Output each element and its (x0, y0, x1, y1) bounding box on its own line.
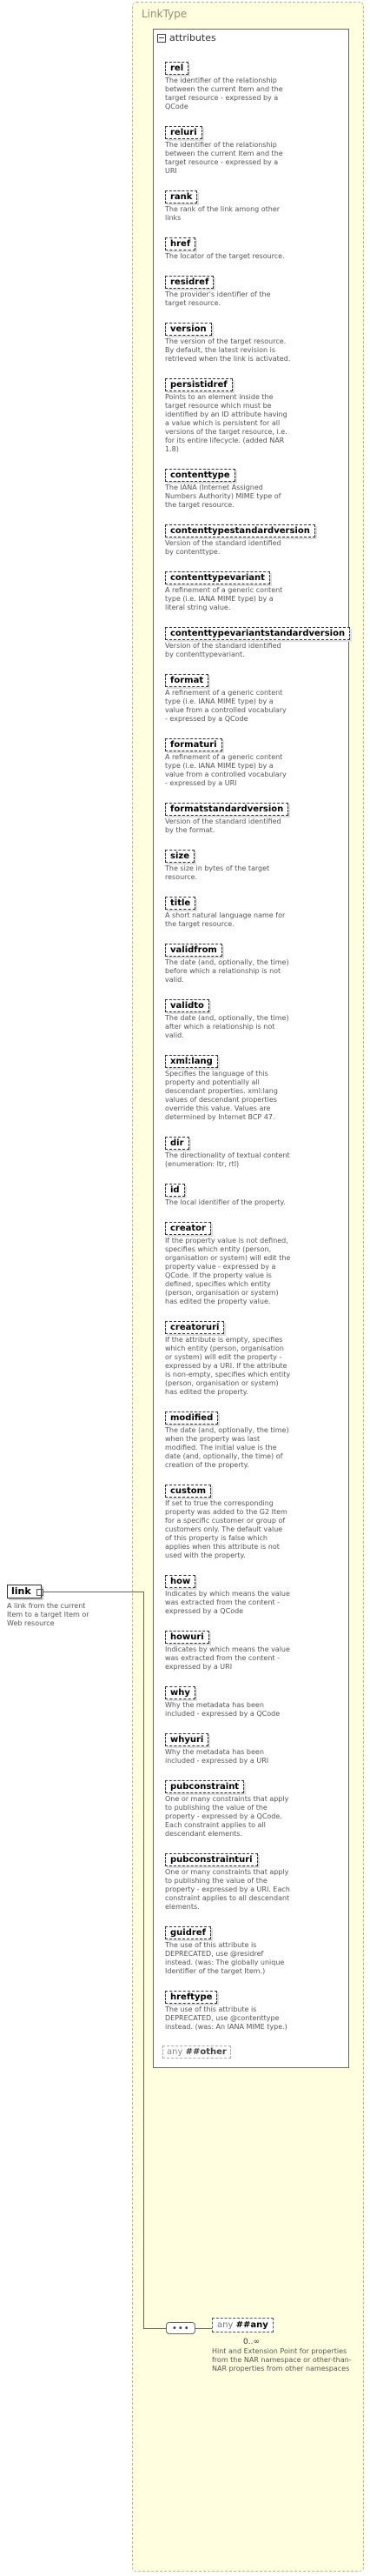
any-name: ##any (235, 2320, 268, 2330)
attribute-description: If set to true the corresponding property was added to the G2 Item for a specific customer or group of customers only. The default value of this property is false which applies when this attribute is not used with the property. (165, 1499, 287, 1559)
occurrence-label: 0..∞ (243, 2338, 260, 2346)
any-connector (195, 2328, 212, 2329)
attribute-format[interactable] (165, 670, 291, 724)
attribute-name[interactable]: pubconstraint (165, 1780, 244, 1793)
attribute-description: A short natural language name for the target resource. (165, 911, 286, 928)
attribute-name[interactable]: reluri (165, 126, 202, 139)
any-other-attribute (162, 2045, 231, 2059)
attribute-title[interactable] (165, 892, 291, 929)
attribute-modified[interactable] (165, 1407, 291, 1470)
attribute-name[interactable]: whyuri (165, 1733, 208, 1746)
attribute-name[interactable]: format (165, 674, 208, 687)
attribute-name[interactable]: modified (165, 1411, 218, 1425)
type-title: LinkType (142, 8, 188, 20)
attribute-name[interactable]: id (165, 1184, 185, 1197)
attribute-xml-lang[interactable] (165, 1051, 291, 1122)
attribute-name[interactable]: validfrom (165, 944, 222, 957)
attribute-description: Indicates by which means the value was extracted from the content - expressed by a URI (165, 1645, 290, 1671)
attribute-description: The directionality of textual content (enumeration: ltr, rtl) (165, 1151, 290, 1168)
attribute-description: Version of the standard identified by the format. (165, 818, 281, 834)
attribute-name[interactable]: rank (165, 190, 197, 204)
any-description: Hint and Extension Point for properties from the NAR namespace or other-than-NAR properties from other namespaces (212, 2347, 352, 2372)
attribute-name[interactable]: creatoruri (165, 1321, 224, 1334)
attribute-name[interactable]: how (165, 1575, 195, 1588)
collapse-icon[interactable] (157, 34, 166, 43)
attribute-description: A refinement of a generic content type (i.e. IANA MIME type) by a value from a controlled vocabulary - expressed by a URI (165, 753, 287, 787)
attribute-contenttypevariantstandardversion[interactable] (165, 623, 350, 659)
attribute-name[interactable]: custom (165, 1485, 211, 1498)
attribute-description: Indicates by which means the value was extracted from the content - expressed by a QCode (165, 1590, 290, 1615)
expand-icon[interactable] (36, 1589, 43, 1596)
attribute-name[interactable]: howuri (165, 1631, 209, 1644)
attribute-contenttype[interactable] (165, 464, 291, 510)
attribute-description: The version of the target resource. By default, the latest revision is retrieved when the link is activated. (165, 337, 291, 363)
attribute-description: Specifies the language of this property and potentially all descendant properties. xml:lang values of descendant properties override this value. Values are determined by Internet BCP 47. (165, 1070, 278, 1121)
attribute-creator[interactable] (165, 1218, 291, 1306)
attribute-description: The locator of the target resource. (165, 252, 285, 260)
attribute-name[interactable]: guidref (165, 1926, 211, 1939)
attribute-name[interactable]: why (165, 1686, 195, 1699)
attributes-header[interactable] (157, 32, 216, 43)
attribute-description: Why the metadata has been included - expressed by a URI (165, 1748, 269, 1765)
attribute-description: The date (and, optionally, the time) before which a relationship is not valid. (165, 958, 289, 984)
attribute-whyuri[interactable] (165, 1729, 291, 1765)
attributes-title: attributes (169, 32, 216, 43)
attribute-pubconstrainturi[interactable] (165, 1849, 291, 1912)
link-description: A link from the current Item to a target Item or Web resource (7, 1602, 89, 1627)
attribute-description: One or many constraints that apply to publishing the value of the property - expressed by a QCode. Each constraint applies to all descendant elements. (165, 1795, 289, 1838)
sequence-compositor[interactable] (166, 2322, 195, 2334)
attribute-custom[interactable] (165, 1480, 291, 1560)
attribute-description: One or many constraints that apply to publishing the value of the property - expressed by a URI. Each constraint applies to all descendant elements. (165, 1868, 290, 1911)
attribute-contenttypestandardversion[interactable] (165, 520, 315, 557)
attribute-name[interactable]: formatstandardversion (165, 803, 288, 816)
attribute-name[interactable]: href (165, 237, 195, 250)
attribute-rank[interactable] (165, 186, 291, 223)
attribute-hreftype[interactable] (165, 1986, 291, 2032)
attribute-formaturi[interactable] (165, 734, 291, 788)
any-other-name: ##other (185, 2047, 227, 2057)
any-prefix: any (217, 2320, 234, 2330)
attribute-description: A refinement of a generic content type (i.e. IANA MIME type) by a value from a controlled vocabulary - expressed by a QCode (165, 689, 287, 723)
attribute-description: The IANA (Internet Assigned Numbers Authority) MIME type of the target resource. (165, 484, 281, 509)
attribute-name[interactable]: persistidref (165, 378, 233, 391)
attribute-contenttypevariant[interactable] (165, 567, 291, 612)
attribute-description: Version of the standard identified by contenttype. (165, 539, 281, 556)
attribute-description: The identifier of the relationship between the current Item and the target resource - expressed by a URI (165, 141, 283, 175)
attribute-description: If the property value is not defined, specifies which entity (person, organisation or system) will edit the property value - expressed by a QCode. If the property value is defined, specifies which entity (person, organisation or system) has edited the property value. (165, 1237, 291, 1305)
link-trunk-connector (143, 1592, 144, 2328)
attribute-name[interactable]: title (165, 897, 195, 910)
attribute-how[interactable] (165, 1571, 291, 1616)
attribute-name[interactable]: pubconstrainturi (165, 1853, 258, 1866)
attribute-description: Points to an element inside the target resource which must be identified by an ID attribute having a value which is persistent for all versions of the target resource, i.e. for its entire lifecycle. (added NAR 1.8) (165, 393, 287, 453)
attribute-name[interactable]: validto (165, 999, 209, 1012)
attribute-formatstandardversion[interactable] (165, 798, 291, 835)
attribute-pubconstraint[interactable] (165, 1776, 291, 1839)
attribute-howuri[interactable] (165, 1626, 291, 1672)
attribute-href[interactable] (165, 233, 291, 261)
attribute-description: The identifier of the relationship between the current Item and the target resource - expressed by a QCode (165, 77, 283, 110)
attribute-description: The use of this attribute is DEPRECATED, use @contenttype instead. (was: An IANA MIME type.) (165, 2005, 287, 2031)
attribute-dir[interactable] (165, 1132, 291, 1169)
any-element-wildcard[interactable] (212, 2318, 274, 2332)
attribute-description: The size in bytes of the target resource. (165, 864, 270, 881)
attribute-description: The rank of the link among other links (165, 205, 281, 222)
attribute-creatoruri[interactable] (165, 1317, 291, 1397)
sequence-connector (143, 2328, 166, 2329)
attribute-description: Why the metadata has been included - expressed by a QCode (165, 1701, 281, 1718)
attribute-rel[interactable] (165, 57, 291, 111)
attribute-description: If the attribute is empty, specifies which entity (person, organisation or system) will edit the property - expressed by a URI. If the attribute is non-empty, specifies which entity (person, organisation or system) has edited the property. (165, 1336, 291, 1396)
attribute-validfrom[interactable] (165, 939, 291, 984)
attribute-name[interactable]: rel (165, 62, 188, 75)
attribute-name[interactable]: contenttypestandardversion (165, 524, 315, 537)
attribute-name[interactable]: xml:lang (165, 1055, 218, 1068)
link-element[interactable] (7, 1585, 42, 1598)
attribute-name[interactable]: formaturi (165, 738, 222, 751)
attribute-id[interactable] (165, 1179, 291, 1207)
attribute-name[interactable]: residref (165, 276, 214, 289)
sequence-icon: ••• (172, 2324, 190, 2333)
link-name: link (11, 1585, 31, 1597)
attribute-why[interactable] (165, 1682, 291, 1718)
attribute-name[interactable]: version (165, 323, 212, 336)
attribute-name[interactable]: hreftype (165, 1991, 217, 2004)
attribute-name[interactable]: size (165, 850, 195, 863)
attribute-version[interactable] (165, 318, 291, 364)
attribute-description: The date (and, optionally, the time) after which a relationship is not valid. (165, 1014, 289, 1039)
attribute-guidref[interactable] (165, 1922, 291, 1976)
attribute-description: The local identifier of the property. (165, 1198, 286, 1206)
attribute-validto[interactable] (165, 995, 291, 1040)
attribute-persistidref[interactable] (165, 374, 291, 454)
attribute-residref[interactable] (165, 271, 291, 308)
attribute-name[interactable]: contenttypevariant (165, 571, 270, 584)
attribute-name[interactable]: dir (165, 1137, 189, 1150)
attribute-description: The date (and, optionally, the time) when the property was last modified. The initial value is the date (and, optionally, the time) of creation of the property. (165, 1426, 289, 1469)
attribute-description: The provider's identifier of the target resource. (165, 290, 271, 307)
attribute-description: The use of this attribute is DEPRECATED, use @residref instead. (was: The globally unique Identifier of the target Item.) (165, 1941, 285, 1975)
attribute-name[interactable]: contenttype (165, 469, 235, 482)
attribute-size[interactable] (165, 845, 291, 882)
attribute-name[interactable]: creator (165, 1222, 211, 1235)
attribute-description: Version of the standard identified by contenttypevariant. (165, 642, 281, 658)
attribute-description: A refinement of a generic content type (i.e. IANA MIME type) by a literal string value. (165, 586, 283, 611)
any-other-prefix: any (167, 2047, 183, 2057)
attribute-name[interactable]: contenttypevariantstandardversion (165, 627, 350, 640)
attribute-reluri[interactable] (165, 122, 291, 176)
